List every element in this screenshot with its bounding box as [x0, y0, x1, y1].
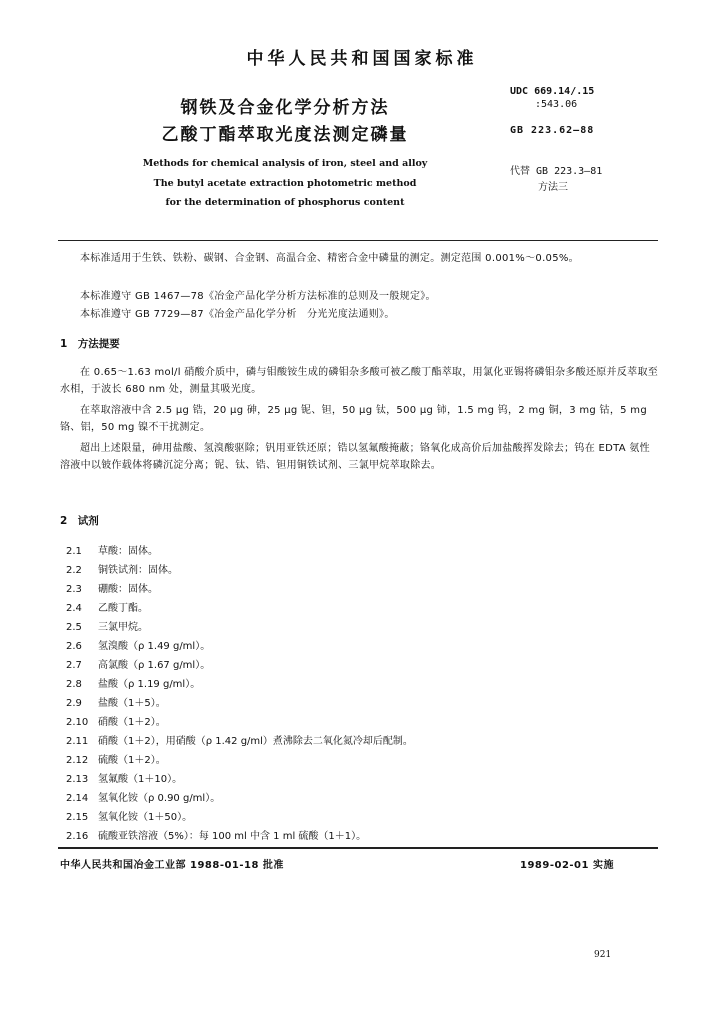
english-title-line2: The butyl acetate extraction photometric method — [153, 178, 417, 189]
reagent-number: 2.6 — [66, 641, 82, 652]
reagent-item — [66, 808, 192, 823]
header-divider — [58, 240, 658, 241]
reagent-item — [66, 827, 366, 842]
reagent-text: 三氯甲烷。 — [98, 622, 148, 633]
reagent-number: 2.7 — [66, 660, 82, 671]
reagent-number: 2.10 — [66, 717, 89, 728]
reagent-number: 2.16 — [66, 831, 89, 842]
reagent-text: 硝酸（1＋2），用硝酸（ρ 1.42 g/ml）煮沸除去二氧化氮冷却后配制。 — [98, 736, 413, 747]
reagent-text: 铜铁试剂：固体。 — [98, 565, 178, 576]
reagent-number: 2.1 — [66, 546, 82, 557]
approval-statement: 中华人民共和国冶金工业部 1988-01-18 批准 — [60, 860, 284, 871]
reagent-text: 硫酸（1＋2）。 — [98, 755, 166, 766]
reagent-item — [66, 561, 178, 576]
section1-paragraph-3: 超出上述限量，砷用盐酸、氢溴酸驱除；钒用亚铁还原；锆以氢氟酸掩蔽；铬氧化成高价后加盐酸挥发除去；钨在 EDTA 氨性溶液中以铍作载体将磷沉淀分离；铌、钛、锆、钽用铜铁试剂、三氯甲烷萃取除去。 — [60, 443, 650, 471]
reagent-number: 2.11 — [66, 736, 89, 747]
reagent-number: 2.12 — [66, 755, 89, 766]
reagent-item — [66, 542, 158, 557]
reagent-item — [66, 751, 166, 766]
national-standard-heading: 中华人民共和国国家标准 — [246, 49, 478, 69]
footer-divider — [58, 847, 658, 849]
reagent-item — [66, 599, 148, 614]
reagent-text: 盐酸（1＋5）。 — [98, 698, 166, 709]
page-number: 921 — [594, 950, 612, 960]
implementation-date: 1989-02-01 实施 — [520, 860, 614, 871]
replaces-code: 代替 GB 223.3—81 — [510, 166, 603, 177]
intro-gb1467-paragraph: 本标准遵守 GB 1467—78《冶金产品化学分析方法标准的总则及一般规定》。 — [80, 291, 436, 302]
reagent-item — [66, 618, 148, 633]
reagent-item — [66, 580, 158, 595]
reagent-item — [66, 713, 166, 728]
udc-code-line1: UDC 669.14/.15 — [510, 86, 595, 97]
reagent-number: 2.9 — [66, 698, 82, 709]
english-title-line1: Methods for chemical analysis of iron, steel and alloy — [142, 158, 428, 169]
gb-code: GB 223.62—88 — [510, 125, 595, 136]
section1-paragraph-1: 在 0.65～1.63 mol/l 硝酸介质中，磷与钼酸铵生成的磷钼杂多酸可被乙酸丁酯萃取，用氯化亚锡将磷钼杂多酸还原并反萃取至水相，于波长 680 nm 处，测量其吸光度。 — [60, 367, 659, 395]
reagent-text: 硝酸（1＋2）。 — [98, 717, 166, 728]
reagent-text: 氢氟酸（1＋10）。 — [98, 774, 183, 785]
reagent-item — [66, 770, 182, 785]
reagent-number: 2.4 — [66, 603, 82, 614]
replaces-method: 方法三 — [538, 182, 568, 193]
reagent-text: 硫酸亚铁溶液（5%）：每 100 ml 中含 1 ml 硫酸（1＋1）。 — [98, 831, 367, 842]
reagent-item — [66, 637, 210, 652]
reagent-text: 草酸：固体。 — [98, 546, 158, 557]
reagent-item — [66, 694, 166, 709]
intro-scope-paragraph: 本标准适用于生铁、铁粉、碳钢、合金钢、高温合金、精密合金中磷量的测定。测定范围 0.001%～0.05%。 — [80, 253, 579, 264]
reagent-number: 2.3 — [66, 584, 82, 595]
reagent-number: 2.14 — [66, 793, 89, 804]
reagent-item — [66, 656, 210, 671]
reagent-item — [66, 732, 413, 747]
reagent-number: 2.8 — [66, 679, 82, 690]
section1-paragraph-2: 在萃取溶液中含 2.5 μg 锆，20 μg 砷，25 μg 铌、钽，50 μg 钛，500 μg 铈，1.5 mg 钨，2 mg 铜，3 mg 钴，5 mg 铬、铝，50 mg 镍不干扰测定。 — [60, 405, 647, 433]
reagent-text: 氢氧化铵（ρ 0.90 g/ml）。 — [98, 793, 221, 804]
reagent-number: 2.5 — [66, 622, 82, 633]
reagent-item — [66, 789, 220, 804]
reagent-text: 盐酸（ρ 1.19 g/ml）。 — [98, 679, 201, 690]
intro-gb7729-paragraph: 本标准遵守 GB 7729—87《冶金产品化学分析 分光光度法通则》。 — [80, 309, 395, 320]
reagent-text: 氢溴酸（ρ 1.49 g/ml）。 — [98, 641, 211, 652]
reagent-number: 2.13 — [66, 774, 89, 785]
section1-heading: 1 方法提要 — [60, 338, 120, 350]
english-title-line3: for the determination of phosphorus content — [165, 197, 405, 208]
reagent-text: 乙酸丁酯。 — [98, 603, 148, 614]
document-title-line1: 钢铁及合金化学分析方法 — [180, 98, 390, 118]
document-title-line2: 乙酸丁酯萃取光度法测定磷量 — [161, 125, 409, 145]
reagent-number: 2.15 — [66, 812, 89, 823]
reagent-text: 硼酸：固体。 — [98, 584, 158, 595]
reagent-text: 氢氧化铵（1＋50）。 — [98, 812, 193, 823]
reagent-number: 2.2 — [66, 565, 82, 576]
reagent-item — [66, 675, 200, 690]
section2-heading: 2 试剂 — [60, 515, 99, 527]
udc-code-line2: :543.06 — [535, 99, 578, 110]
reagent-text: 高氯酸（ρ 1.67 g/ml）。 — [98, 660, 211, 671]
